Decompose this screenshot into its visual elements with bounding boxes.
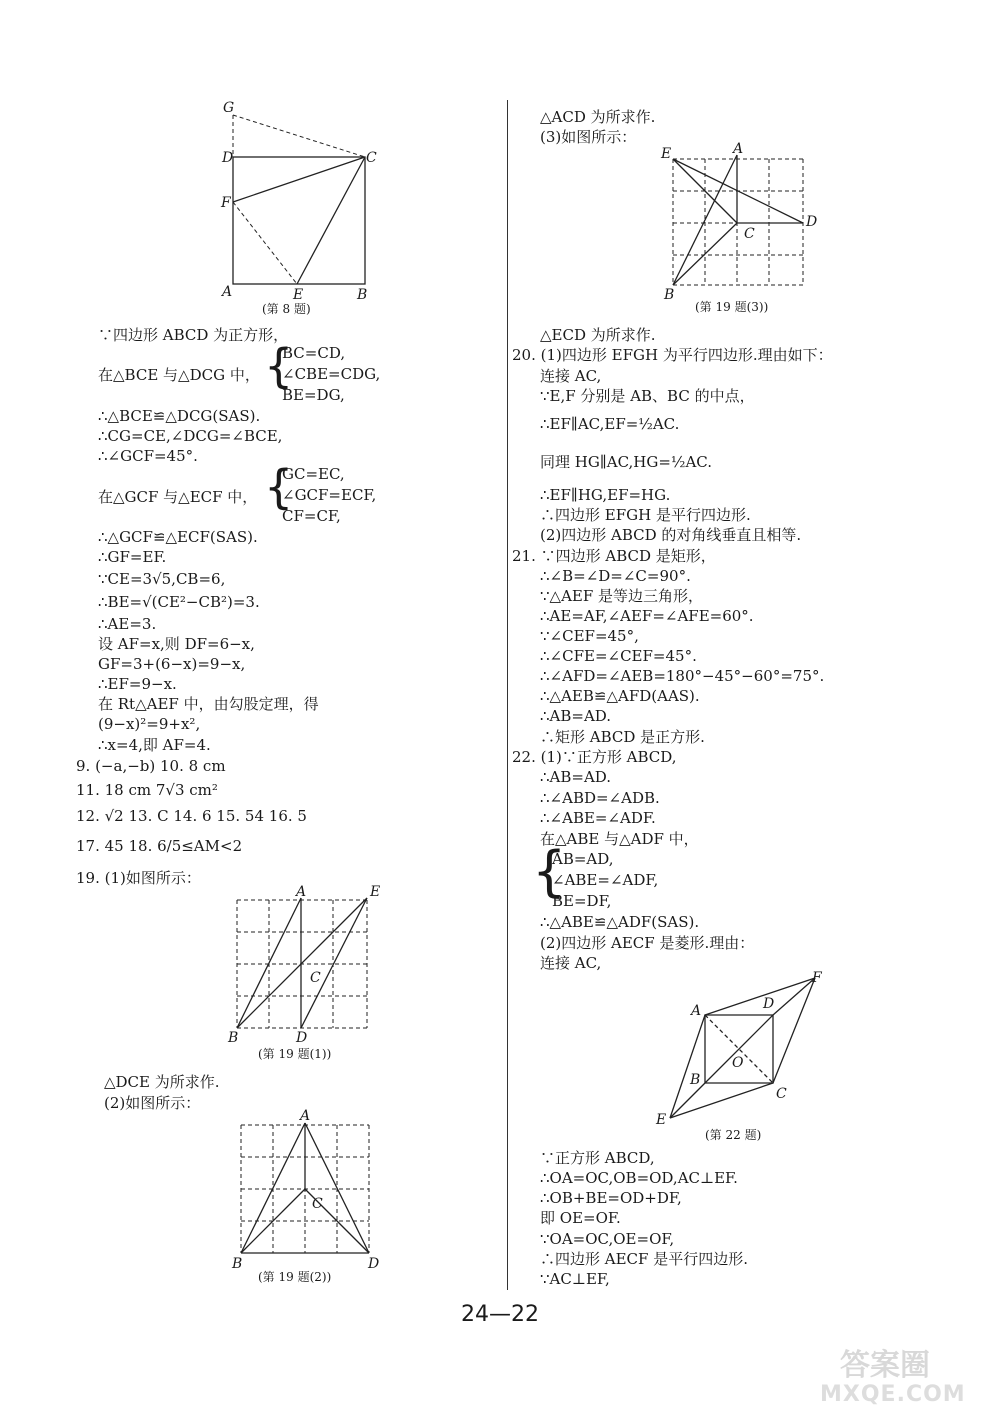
right-line-16: ∵∠CEF=45°, bbox=[540, 627, 639, 645]
fig22-caption: (第 22 题) bbox=[705, 1128, 762, 1142]
right-line-5: 连接 AC, bbox=[540, 367, 602, 385]
right-line-29: (2)四边形 AECF 是菱形.理由： bbox=[540, 934, 755, 952]
left-line-2-pre: 在△BCE 与△DCG 中， bbox=[98, 366, 260, 384]
fig19-1-caption: (第 19 题(1)) bbox=[258, 1047, 332, 1061]
right-line-4: 20. (1)四边形 EFGH 为平行四边形.理由如下： bbox=[512, 346, 833, 364]
left-line-1: ∵四边形 ABCD 为正方形， bbox=[98, 326, 289, 344]
fig19-2-label-c: C bbox=[312, 1196, 323, 1212]
fig19-1-label-b: B bbox=[228, 1030, 239, 1046]
right-line-1: △ACD 为所求作. bbox=[540, 108, 656, 126]
right-line-23: ∴AB=AD. bbox=[540, 768, 612, 786]
fig19-3-label-a: A bbox=[733, 141, 744, 157]
fig8-label-c: C bbox=[366, 150, 377, 166]
answer-9-10: 9. (−a,−b) 10. 8 cm bbox=[76, 757, 226, 775]
right-line-28: ∴△ABE≌△ADF(SAS). bbox=[540, 913, 700, 931]
brace-3: { bbox=[532, 840, 567, 903]
watermark-logo: 答案圈 bbox=[840, 1348, 930, 1383]
left-line-14: ∴EF=9−x. bbox=[98, 675, 177, 693]
fig22-label-d: D bbox=[763, 996, 775, 1012]
fig8-caption: (第 8 题) bbox=[262, 302, 311, 316]
column-divider bbox=[507, 100, 508, 1290]
figure-19-3 bbox=[668, 152, 813, 292]
right-line-27b: ∠ABE=∠ADF, bbox=[552, 871, 659, 889]
answer-11: 11. 18 cm 7√3 cm² bbox=[76, 781, 218, 799]
right-line-8: 同理 HG∥AC,HG=½AC. bbox=[540, 453, 713, 471]
fig19-2-label-b: B bbox=[232, 1256, 243, 1272]
fig19-1-label-e: E bbox=[370, 884, 381, 900]
left-line-2b: ∠CBE=CDG, bbox=[282, 365, 381, 383]
fig19-1-label-c: C bbox=[310, 970, 321, 986]
fig19-1-label-d: D bbox=[296, 1030, 308, 1046]
right-line-36: ∴四边形 AECF 是平行四边形. bbox=[540, 1250, 748, 1268]
watermark-text: MXQE.COM bbox=[820, 1382, 966, 1407]
left-line-2a: BC=CD, bbox=[282, 344, 346, 362]
right-line-3: △ECD 为所求作. bbox=[540, 326, 656, 344]
right-line-27a: AB=AD, bbox=[552, 850, 614, 868]
fig19-3-label-c: C bbox=[744, 226, 755, 242]
fig19-3-label-e: E bbox=[661, 146, 672, 162]
answer-17-18: 17. 45 18. 6/5≤AM<2 bbox=[76, 837, 243, 855]
fig19-2-label-a: A bbox=[300, 1108, 311, 1124]
figure-19-1 bbox=[232, 895, 377, 1035]
left-line-15: 在 Rt△AEF 中，由勾股定理，得 bbox=[98, 695, 319, 713]
fig22-label-b: B bbox=[690, 1072, 701, 1088]
left-line-9: ∵CE=3√5,CB=6, bbox=[98, 570, 226, 588]
fig22-label-f: F bbox=[812, 970, 822, 986]
right-line-34: 即 OE=OF. bbox=[540, 1209, 621, 1227]
right-line-10: ∴四边形 EFGH 是平行四边形. bbox=[540, 506, 751, 524]
right-line-9: ∴EF∥HG,EF=HG. bbox=[540, 486, 671, 504]
left-line-6b: ∠GCF=ECF, bbox=[282, 486, 377, 504]
fig8-label-e: E bbox=[293, 287, 304, 303]
fig19-1-label-a: A bbox=[296, 884, 307, 900]
right-line-21: ∴矩形 ABCD 是正方形. bbox=[540, 728, 705, 746]
left-line-12: 设 AF=x,则 DF=6−x, bbox=[98, 635, 255, 653]
fig8-label-b: B bbox=[357, 287, 368, 303]
answer-12-16: 12. √2 13. C 14. 6 15. 54 16. 5 bbox=[76, 807, 307, 825]
fig19-2-caption: (第 19 题(2)) bbox=[258, 1270, 332, 1284]
left-line-7: ∴△GCF≌△ECF(SAS). bbox=[98, 528, 258, 546]
left-line-5: ∴∠GCF=45°. bbox=[98, 447, 198, 465]
right-line-27c: BE=DF, bbox=[552, 892, 612, 910]
right-line-14: ∵△AEF 是等边三角形， bbox=[540, 587, 704, 605]
right-line-20: ∴AB=AD. bbox=[540, 707, 612, 725]
left-line-3: ∴△BCE≌△DCG(SAS). bbox=[98, 407, 261, 425]
right-line-24: ∴∠ABD=∠ADB. bbox=[540, 789, 660, 807]
right-line-25: ∴∠ABE=∠ADF. bbox=[540, 809, 656, 827]
fig8-label-a: A bbox=[222, 284, 233, 300]
left-line-6c: CF=CF, bbox=[282, 507, 341, 525]
left-line-4: ∴CG=CE,∠DCG=∠BCE, bbox=[98, 427, 283, 445]
left-line-13: GF=3+(6−x)=9−x, bbox=[98, 655, 246, 673]
fig8-label-f: F bbox=[221, 195, 231, 211]
fig8-label-d: D bbox=[222, 150, 234, 166]
right-line-15: ∴AE=AF,∠AEF=∠AFE=60°. bbox=[540, 607, 754, 625]
answer-19-1: 19. (1)如图所示： bbox=[76, 869, 201, 887]
brace-2: { bbox=[264, 460, 294, 514]
left-line-17: ∴x=4,即 AF=4. bbox=[98, 736, 211, 754]
right-line-31: ∵正方形 ABCD, bbox=[540, 1149, 655, 1167]
left-line-2c: BE=DG, bbox=[282, 386, 345, 404]
watermark bbox=[820, 1340, 995, 1410]
right-line-33: ∴OB+BE=OD+DF, bbox=[540, 1189, 682, 1207]
right-line-6: ∵E,F 分别是 AB、BC 的中点， bbox=[540, 387, 755, 405]
figure-19-2 bbox=[236, 1120, 376, 1260]
fig22-label-a: A bbox=[691, 1003, 702, 1019]
right-line-7: ∴EF∥AC,EF=½AC. bbox=[540, 415, 680, 433]
right-line-13: ∴∠B=∠D=∠C=90°. bbox=[540, 567, 691, 585]
right-line-18: ∴∠AFD=∠AEB=180°−45°−60°=75°. bbox=[540, 667, 825, 685]
right-line-32: ∴OA=OC,OB=OD,AC⊥EF. bbox=[540, 1169, 738, 1187]
right-line-26: 在△ABE 与△ADF 中， bbox=[540, 830, 699, 848]
right-line-30: 连接 AC, bbox=[540, 954, 602, 972]
right-line-11: (2)四边形 ABCD 的对角线垂直且相等. bbox=[540, 526, 802, 544]
left-line-8: ∴GF=EF. bbox=[98, 548, 167, 566]
left-line-11: ∴AE=3. bbox=[98, 615, 157, 633]
left-line-6-pre: 在△GCF 与△ECF 中， bbox=[98, 488, 258, 506]
answer-19-1-conclusion: △DCE 为所求作. bbox=[104, 1073, 220, 1091]
answer-19-2: (2)如图所示： bbox=[104, 1094, 201, 1112]
left-line-16: (9−x)²=9+x², bbox=[98, 715, 201, 733]
fig22-label-e: E bbox=[656, 1112, 667, 1128]
fig22-label-c: C bbox=[776, 1086, 787, 1102]
right-line-22: 22. (1)∵正方形 ABCD, bbox=[512, 748, 677, 766]
right-line-2: (3)如图所示： bbox=[540, 128, 637, 146]
right-line-37: ∵AC⊥EF, bbox=[540, 1270, 610, 1288]
right-line-12: 21. ∵四边形 ABCD 是矩形， bbox=[512, 547, 716, 565]
fig19-3-label-b: B bbox=[664, 287, 675, 303]
brace-1: { bbox=[264, 339, 294, 393]
fig19-3-label-d: D bbox=[806, 214, 818, 230]
fig8-label-g: G bbox=[223, 100, 235, 116]
right-line-35: ∵OA=OC,OE=OF, bbox=[540, 1230, 675, 1248]
left-line-6a: GC=EC, bbox=[282, 465, 345, 483]
fig22-label-o: O bbox=[732, 1055, 744, 1071]
fig19-2-label-d: D bbox=[368, 1256, 380, 1272]
left-line-10: ∴BE=√(CE²−CB²)=3. bbox=[98, 593, 260, 611]
figure-8 bbox=[215, 100, 385, 310]
right-line-19: ∴△AEB≌△AFD(AAS). bbox=[540, 687, 700, 705]
fig19-3-caption: (第 19 题(3)) bbox=[695, 300, 769, 314]
page-number: 24—22 bbox=[461, 1302, 539, 1327]
figure-22 bbox=[655, 970, 825, 1125]
right-line-17: ∴∠CFE=∠CEF=45°. bbox=[540, 647, 697, 665]
